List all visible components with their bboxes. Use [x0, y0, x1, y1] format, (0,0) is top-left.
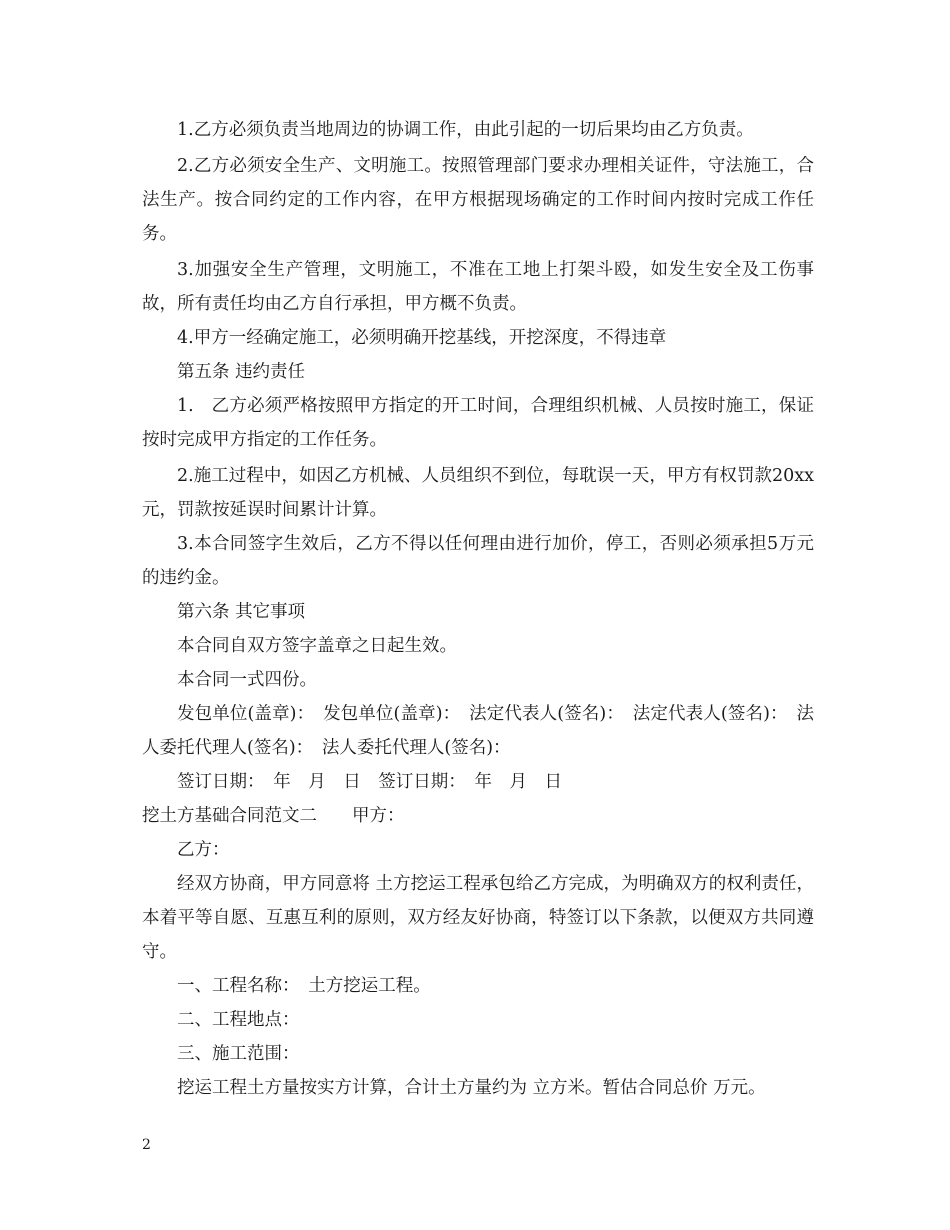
paragraph: 二、工程地点： [177, 1010, 300, 1030]
paragraph: 三、施工范围： [177, 1044, 300, 1064]
section-heading: 第六条 其它事项 [177, 602, 306, 622]
page-number: 2 [142, 1137, 151, 1153]
signing-date: 签订日期： 年 月 日 签订日期： 年 月 日 [177, 772, 562, 792]
signature-block: 发包单位(盖章)： 发包单位(盖章)： 法定代表人(签名)： 法定代表人(签名)： 法人委托代理人(签名)： 法人委托代理人(签名)： [142, 704, 814, 758]
paragraph: 经双方协商，甲方同意将 土方挖运工程承包给乙方完成，为明确双方的权利责任，本着平等自愿、互惠互利的原则，双方经友好协商，特签订以下条款，以便双方共同遵守。 [142, 874, 814, 962]
paragraph: 3.本合同签字生效后，乙方不得以任何理由进行加价，停工，否则必须承担5万元的违约金。 [142, 534, 814, 588]
paragraph: 1.乙方必须负责当地周边的协调工作，由此引起的一切后果均由乙方负责。 [177, 120, 754, 140]
paragraph: 2.施工过程中，如因乙方机械、人员组织不到位，每耽误一天，甲方有权罚款20xx元，罚款按延误时间累计计算。 [142, 466, 814, 520]
paragraph: 3.加强安全生产管理，文明施工，不准在工地上打架斗殴，如发生安全及工伤事故，所有责任均由乙方自行承担，甲方概不负责。 [142, 260, 814, 314]
second-contract-title: 挖土方基础合同范文二 甲方： [142, 806, 405, 826]
section-heading: 第五条 违约责任 [177, 362, 306, 382]
paragraph: 一、工程名称： 土方挖运工程。 [177, 976, 431, 996]
paragraph: 4.甲方一经确定施工，必须明确开挖基线，开挖深度，不得违章 [177, 328, 667, 348]
paragraph: 1. 乙方必须严格按照甲方指定的开工时间，合理组织机械、人员按时施工，保证按时完成甲方指定的工作任务。 [142, 396, 814, 450]
paragraph: 2.乙方必须安全生产、文明施工。按照管理部门要求办理相关证件，守法施工，合法生产。按合同约定的工作内容，在甲方根据现场确定的工作时间内按时完成工作任务。 [142, 156, 814, 244]
paragraph: 乙方： [177, 840, 230, 860]
paragraph: 本合同自双方签字盖章之日起生效。 [177, 636, 457, 656]
document-body [142, 113, 814, 1105]
paragraph: 挖运工程土方量按实方计算，合计土方量约为 立方米。暂估合同总价 万元。 [177, 1078, 766, 1098]
paragraph: 本合同一式四份。 [177, 670, 317, 690]
